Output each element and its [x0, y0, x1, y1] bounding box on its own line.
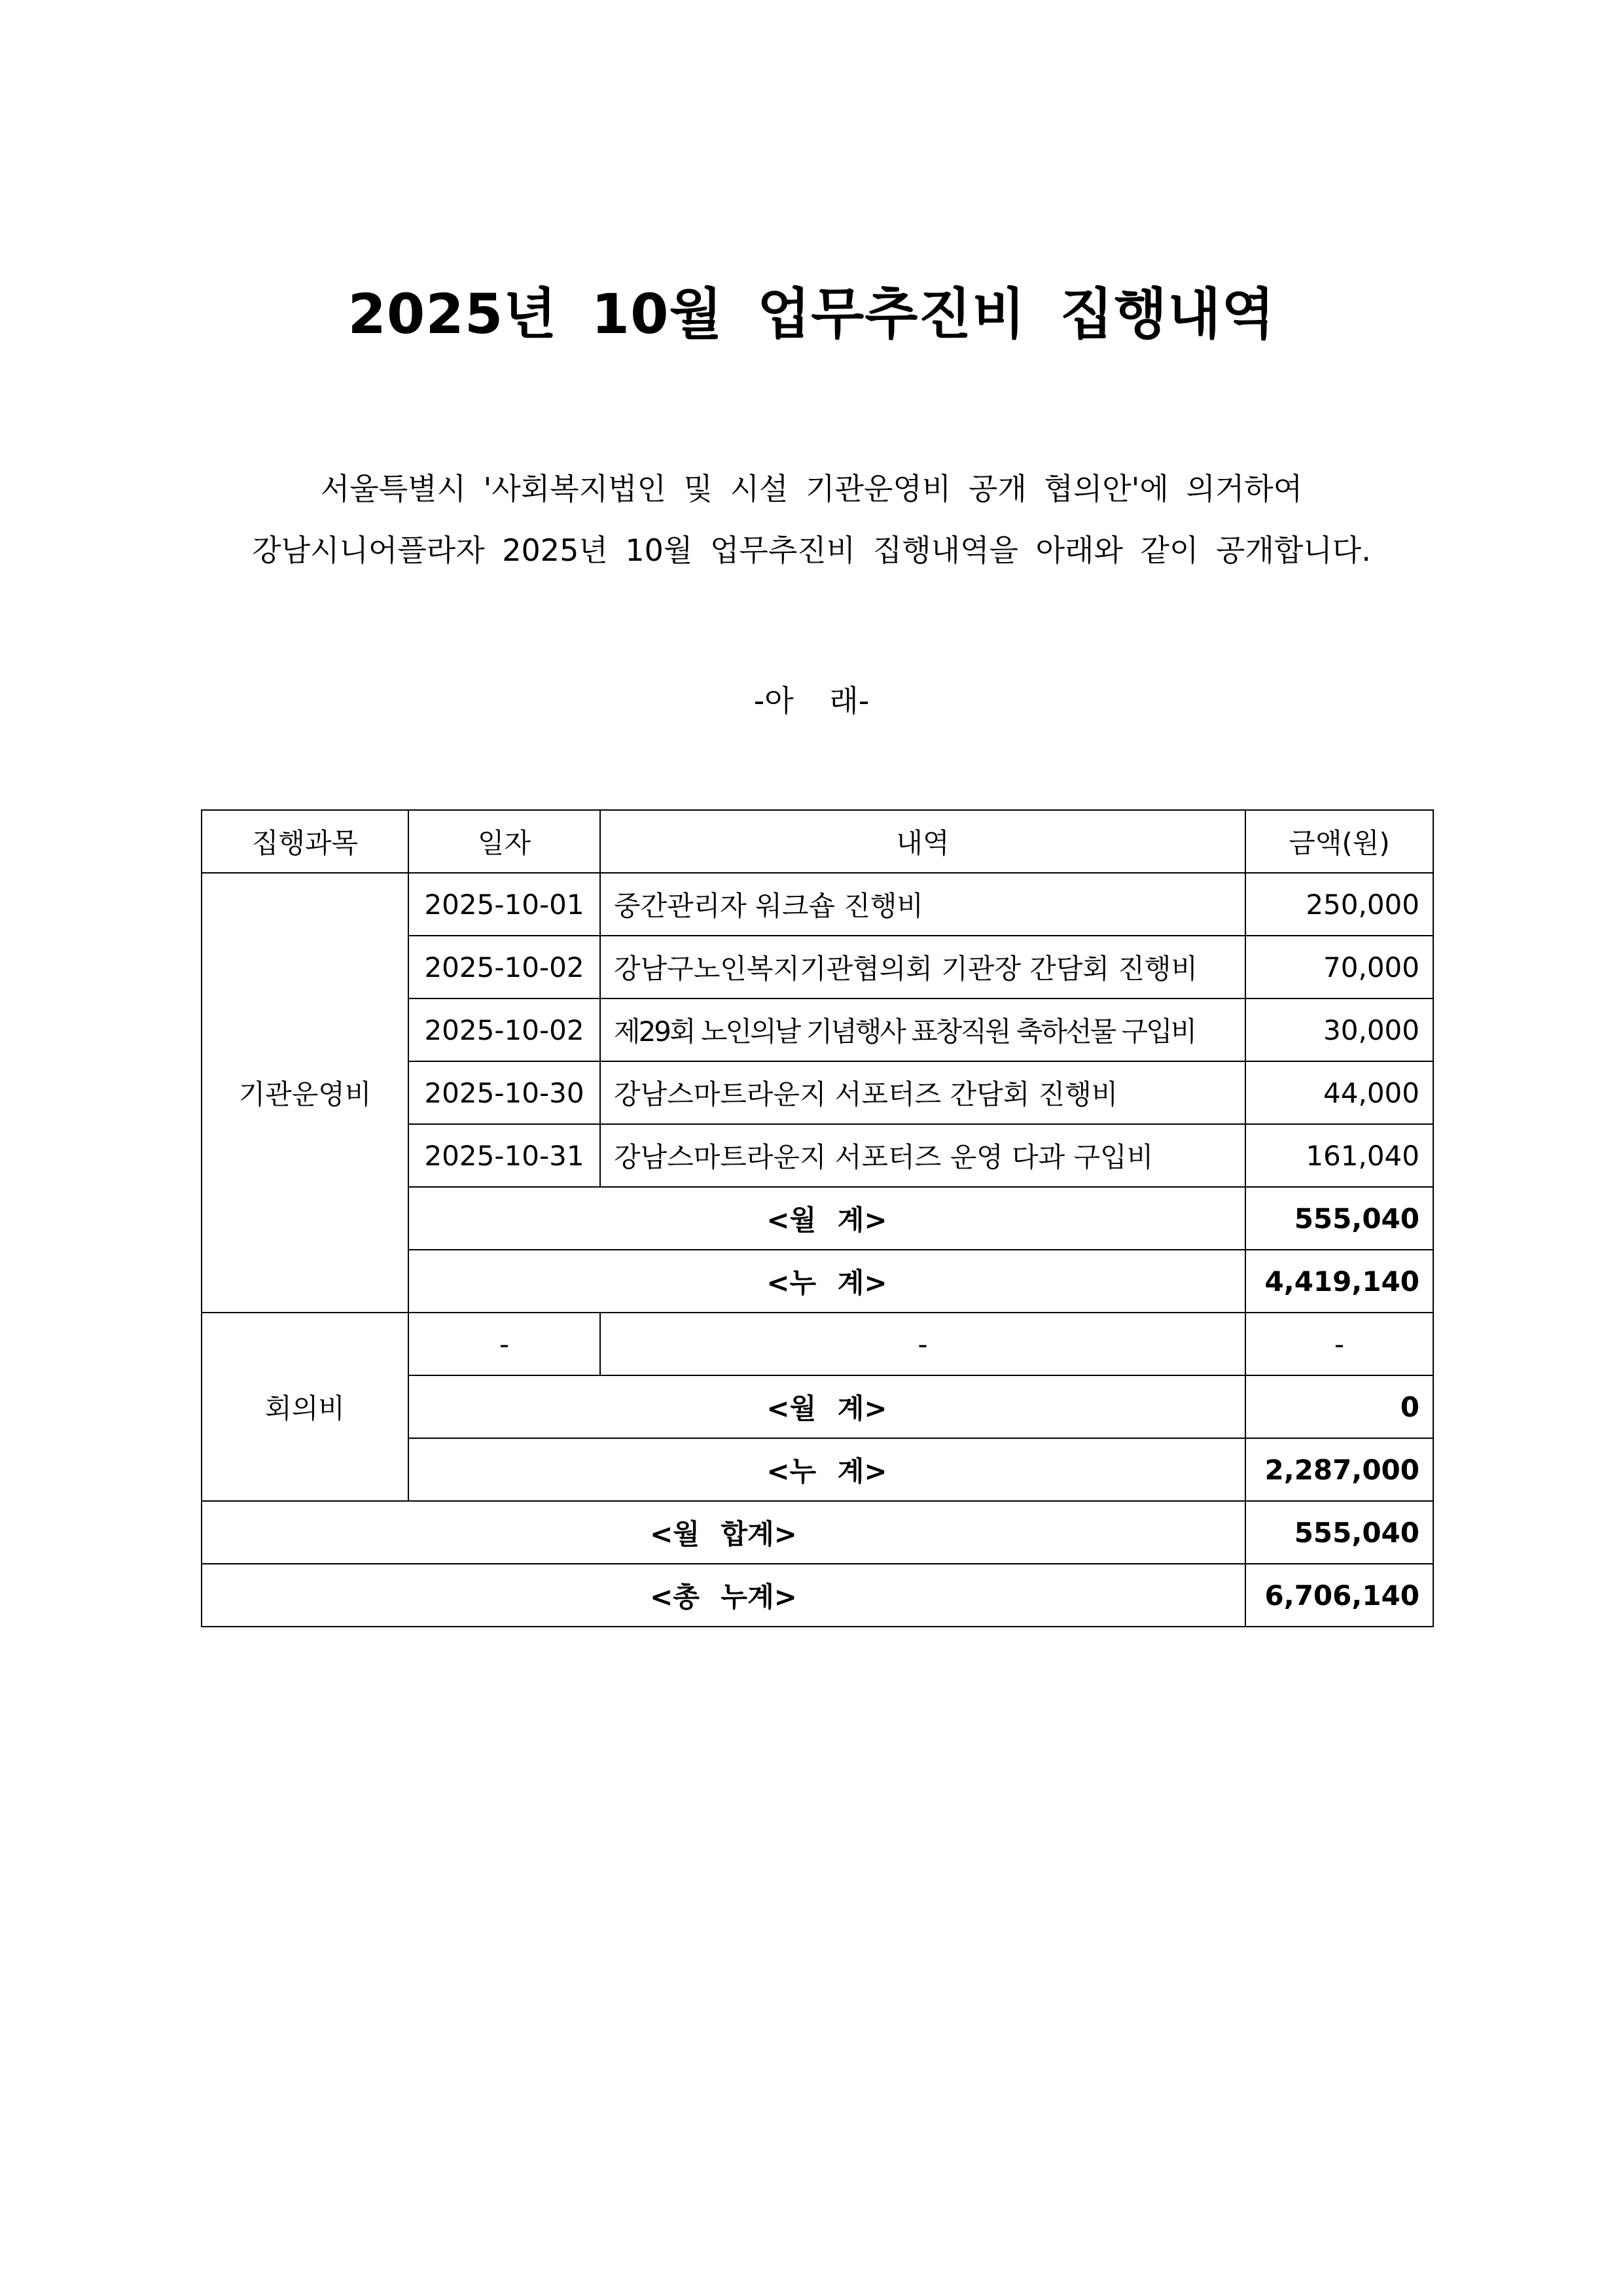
amount-cell: 250,000	[1245, 873, 1433, 936]
monthly-total-label: <월 합계>	[202, 1501, 1245, 1564]
below-label: -아 래-	[753, 683, 870, 718]
description-cell: 강남스마트라운지 서포터즈 간담회 진행비	[600, 1061, 1245, 1124]
document-title: 2025년 10월 업무추진비 집행내역	[348, 282, 1275, 346]
date-cell: 2025-10-01	[408, 873, 600, 936]
date-cell: 2025-10-31	[408, 1124, 600, 1187]
monthly-subtotal-amount: 555,040	[1245, 1187, 1433, 1250]
grand-total-label: <총 누계>	[202, 1564, 1245, 1627]
description-cell: 제29회 노인의날 기념행사 표창직원 축하선물 구입비	[600, 998, 1245, 1061]
table-row	[202, 873, 1433, 936]
monthly-subtotal-label: <월 계>	[408, 1375, 1245, 1438]
category-cell: 기관운영비	[202, 873, 408, 1313]
date-cell: 2025-10-02	[408, 936, 600, 998]
description-cell: 강남스마트라운지 서포터즈 운영 다과 구입비	[600, 1124, 1245, 1187]
description-cell: 강남구노인복지기관협의회 기관장 간담회 진행비	[600, 936, 1245, 998]
monthly-total-amount: 555,040	[1245, 1501, 1433, 1564]
amount-cell: 161,040	[1245, 1124, 1433, 1187]
grand-total-row	[202, 1564, 1433, 1627]
description-cell: -	[600, 1313, 1245, 1375]
header-category: 집행과목	[202, 810, 408, 873]
monthly-subtotal-amount: 0	[1245, 1375, 1433, 1438]
header-description: 내역	[600, 810, 1245, 873]
table-header-row	[202, 810, 1433, 873]
amount-cell: 70,000	[1245, 936, 1433, 998]
expense-table	[201, 809, 1434, 1627]
cumulative-subtotal-amount: 2,287,000	[1245, 1438, 1433, 1501]
date-cell: 2025-10-02	[408, 998, 600, 1061]
intro-line-1: 서울특별시 '사회복지법인 및 시설 기관운영비 공개 협의안'에 의거하여	[320, 471, 1303, 506]
cumulative-subtotal-label: <누 계>	[408, 1438, 1245, 1501]
monthly-total-row	[202, 1501, 1433, 1564]
category-cell: 회의비	[202, 1313, 408, 1501]
date-cell: -	[408, 1313, 600, 1375]
amount-cell: 44,000	[1245, 1061, 1433, 1124]
date-cell: 2025-10-30	[408, 1061, 600, 1124]
cumulative-subtotal-amount: 4,419,140	[1245, 1250, 1433, 1313]
cumulative-subtotal-label: <누 계>	[408, 1250, 1245, 1313]
table-row	[202, 1313, 1433, 1375]
description-cell: 중간관리자 워크숍 진행비	[600, 873, 1245, 936]
monthly-subtotal-label: <월 계>	[408, 1187, 1245, 1250]
intro-paragraph	[0, 458, 1623, 581]
header-date: 일자	[408, 810, 600, 873]
amount-cell: 30,000	[1245, 998, 1433, 1061]
grand-total-amount: 6,706,140	[1245, 1564, 1433, 1627]
amount-cell: -	[1245, 1313, 1433, 1375]
intro-line-2: 강남시니어플라자 2025년 10월 업무추진비 집행내역을 아래와 같이 공개합니다.	[252, 533, 1371, 568]
header-amount: 금액(원)	[1245, 810, 1433, 873]
